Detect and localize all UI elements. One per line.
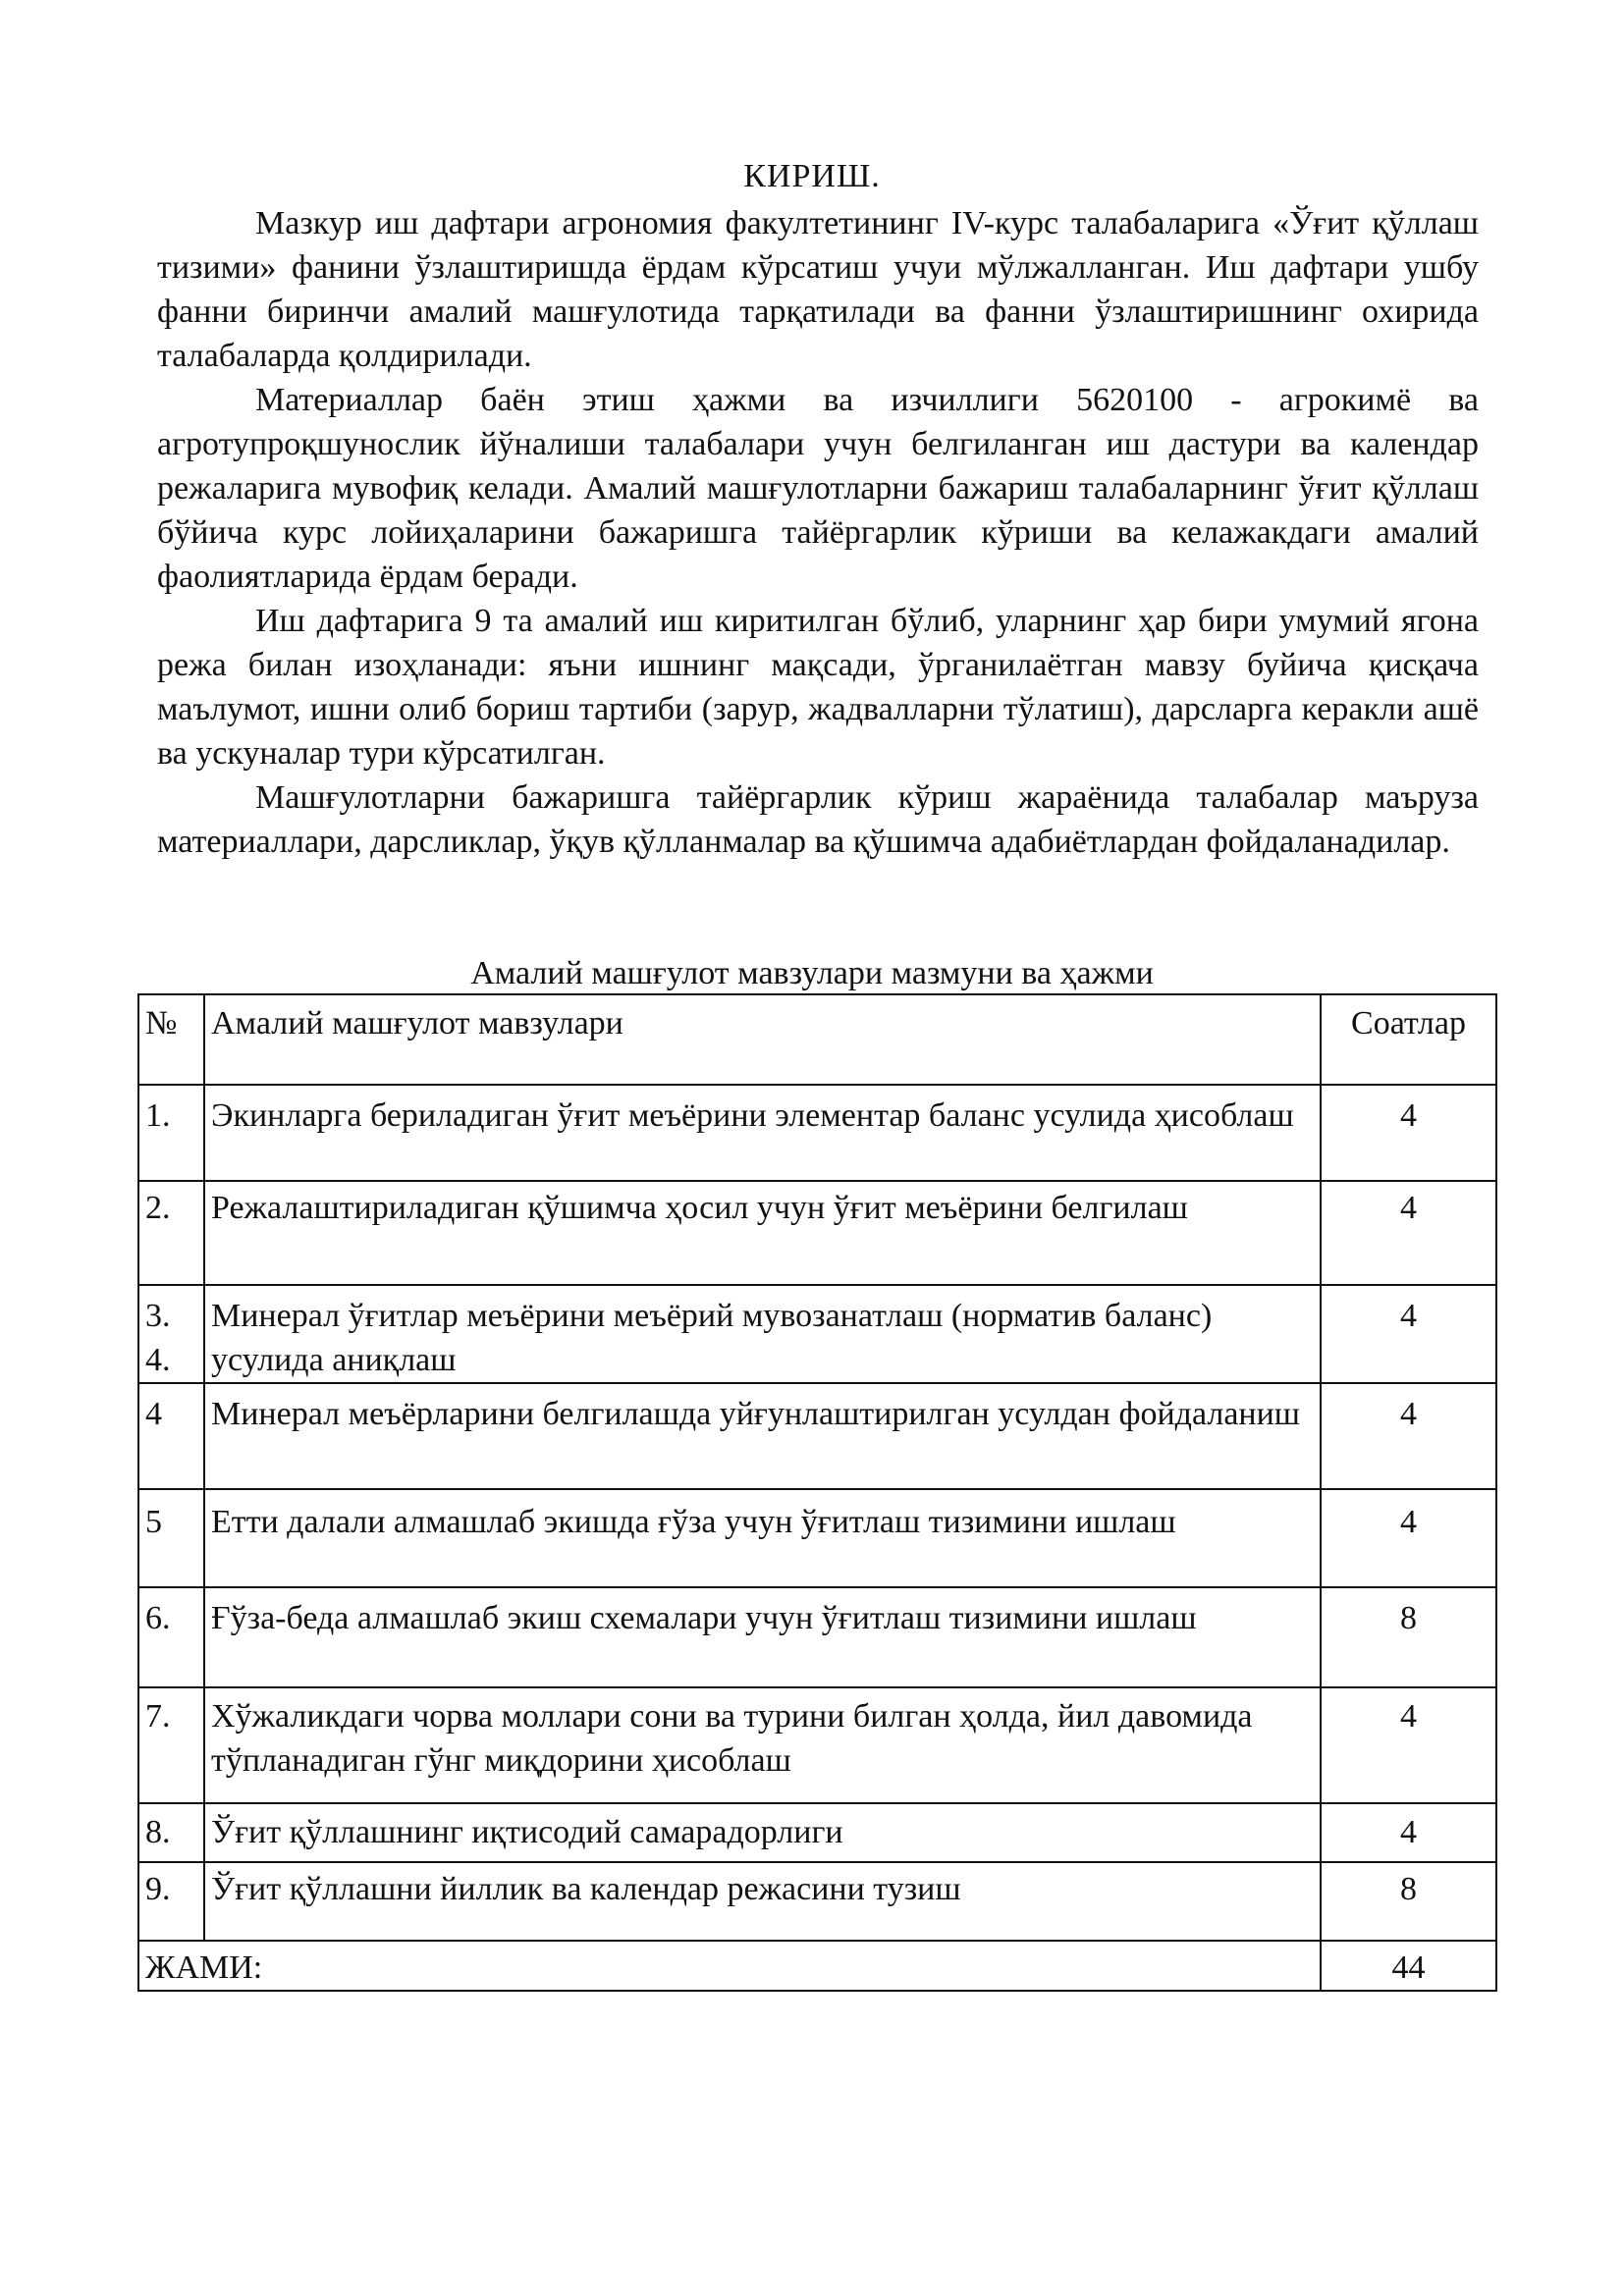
intro-paragraph: Материаллар баён этиш ҳажми ва изчиллиги 5620100 - агрокимё ва агротупроқшунослик йўналиши талабалари учун белгиланган иш дастури ва календар режаларига мувофиқ келади. Амалий машғулотларни бажариш талабаларнинг ўғит қўллаш бўйича курс лойиҳаларини бажаришга тайёргарлик кўриши ва келажакдаги амалий фаолиятларида ёрдам беради. xyxy=(157,382,1479,595)
row-num: 2. xyxy=(138,1181,204,1285)
table-row xyxy=(138,1687,1496,1803)
table-row xyxy=(138,1181,1496,1285)
row-topic: Режалаштириладиган қўшимча ҳосил учун ўғит меъёрини белгилаш xyxy=(204,1181,1321,1285)
row-topic: Ғўза-беда алмашлаб экиш схемалари учун ўғитлаш тизимини ишлаш xyxy=(204,1587,1321,1687)
row-hours: 4 xyxy=(1321,1085,1496,1181)
total-hours: 44 xyxy=(1321,1941,1496,1991)
row-hours: 4 xyxy=(1321,1383,1496,1489)
header-topic: Амалий машғулот мавзулари xyxy=(204,994,1321,1085)
intro-paragraph: Мазкур иш дафтари агрономия факултетининг IV-курс талабаларига «Ўғит қўллаш тизими» фанини ўзлаштиришда ёрдам кўрсатиш учуи мўлжалланган. Иш дафтари ушбу фанни биринчи амалий машғулотида тарқатилади ва фанни ўзлаштиришнинг охирида талабаларда қолдирилади. xyxy=(157,205,1479,374)
row-num xyxy=(138,1285,204,1383)
row-hours: 4 xyxy=(1321,1803,1496,1862)
table-row xyxy=(138,1489,1496,1587)
header-num: № xyxy=(138,994,204,1085)
row-topic: Минерал меъёрларини белгилашда уйғунлаштирилган усулдан фойдаланиш xyxy=(204,1383,1321,1489)
page-title: КИРИШ. xyxy=(743,158,881,194)
intro-paragraph: Иш дафтарига 9 та амалий иш киритилган бўлиб, уларнинг ҳар бири умумий ягона режа билан изоҳланади: яъни ишнинг мақсади, ўрганилаётган мавзу буйича қисқача маълумот, ишни олиб бориш тартиби (зарур, жадвалларни тўлатиш), дарсларга керакли ашё ва ускуналар тури кўрсатилган. xyxy=(157,603,1479,772)
row-topic: Минерал ўғитлар меъёрини меъёрий мувозанатлаш (норматив баланс) усулида аниқлаш xyxy=(204,1285,1321,1383)
table-row xyxy=(138,1383,1496,1489)
row-hours: 4 xyxy=(1321,1489,1496,1587)
intro-paragraph: Машғулотларни бажаришга тайёргарлик кўриш жараёнида талабалар маърузa материаллари, дарсликлар, ўқув қўлланмалар ва қўшимча адабиётлардан фойдаланадилар. xyxy=(157,779,1479,860)
row-num: 6. xyxy=(138,1587,204,1687)
row-topic: Етти далали алмашлаб экишда ғўза учун ўғитлаш тизимини ишлаш xyxy=(204,1489,1321,1587)
header-hours: Соатлар xyxy=(1321,994,1496,1085)
table-row xyxy=(138,1285,1496,1383)
table-total-row xyxy=(138,1941,1496,1991)
row-topic: Экинларга бериладиган ўғит меъёрини элементар баланс усулида ҳисоблаш xyxy=(204,1085,1321,1181)
row-num: 7. xyxy=(138,1687,204,1803)
intro-text xyxy=(157,201,1479,864)
row-num: 5 xyxy=(138,1489,204,1587)
row-num: 9. xyxy=(138,1862,204,1941)
row-num-primary: 3. xyxy=(145,1298,171,1334)
table-row xyxy=(138,1862,1496,1941)
row-num-secondary: 4. xyxy=(145,1342,171,1378)
row-topic: Ўғит қўллашни йиллик ва календар режасини тузиш xyxy=(204,1862,1321,1941)
total-label: ЖАМИ: xyxy=(138,1941,1321,1991)
table-caption: Амалий машғулот мавзулари мазмуни ва ҳажми xyxy=(470,955,1154,991)
table-header-row xyxy=(138,994,1496,1085)
row-topic: Хўжаликдаги чорва моллари сони ва турини билган ҳолда, йил давомида тўпланадиган гўнг миқдорини ҳисоблаш xyxy=(204,1687,1321,1803)
topics-table xyxy=(137,993,1497,1992)
row-num: 4 xyxy=(138,1383,204,1489)
table-row xyxy=(138,1085,1496,1181)
row-hours: 8 xyxy=(1321,1862,1496,1941)
row-hours: 4 xyxy=(1321,1181,1496,1285)
row-hours: 4 xyxy=(1321,1285,1496,1383)
row-topic: Ўғит қўллашнинг иқтисодий самарадорлиги xyxy=(204,1803,1321,1862)
table-row xyxy=(138,1803,1496,1862)
table-row xyxy=(138,1587,1496,1687)
row-hours: 4 xyxy=(1321,1687,1496,1803)
row-num: 8. xyxy=(138,1803,204,1862)
row-num: 1. xyxy=(138,1085,204,1181)
row-hours: 8 xyxy=(1321,1587,1496,1687)
